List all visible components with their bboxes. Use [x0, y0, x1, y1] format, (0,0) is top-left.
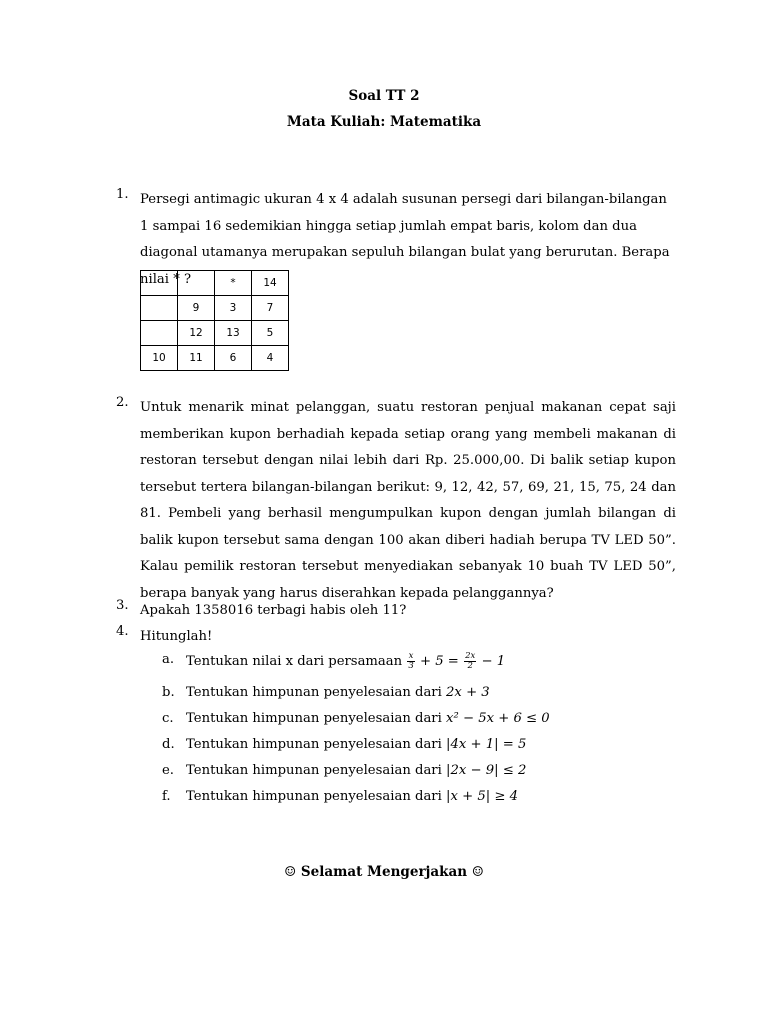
question-3 — [116, 598, 676, 625]
table-row — [141, 346, 289, 371]
math-expression: 2x + 3 — [446, 685, 490, 700]
subquestion-label: b. — [162, 685, 175, 700]
question-4 — [116, 624, 676, 651]
closing-message: ☺ Selamat Mengerjakan ☺ — [284, 864, 484, 880]
document-title: Soal TT 2 — [348, 88, 420, 104]
question-number: 2. — [116, 395, 129, 410]
question-text: Hitunglah! — [140, 629, 213, 644]
fraction-denominator: 2 — [467, 661, 473, 671]
math-expression: |x + 5| ≥ 4 — [446, 789, 519, 804]
table-cell: 11 — [178, 346, 215, 371]
subquestion-c — [162, 711, 642, 726]
table-cell: 5 — [252, 321, 289, 346]
fraction-numerator: 2x — [465, 651, 476, 661]
equation-tail: − 1 — [481, 654, 506, 669]
document-subtitle: Mata Kuliah: Matematika — [286, 114, 482, 130]
fraction — [407, 652, 414, 671]
antimagic-square-table — [140, 270, 289, 371]
table-cell: 9 — [178, 296, 215, 321]
question-text: Apakah 1358016 terbagi habis oleh 11? — [140, 603, 407, 618]
subquestion-e — [162, 763, 642, 778]
question-number: 1. — [116, 187, 129, 202]
table-cell: 12 — [178, 321, 215, 346]
subquestion-a — [162, 652, 642, 671]
subquestion-f — [162, 789, 642, 804]
table-cell — [141, 321, 178, 346]
question-number: 3. — [116, 598, 129, 613]
subquestion-label: d. — [162, 737, 175, 752]
subquestion-label: e. — [162, 763, 174, 778]
question-text: Persegi antimagic ukuran 4 x 4 adalah susunan persegi dari bilangan-bilangan 1 sampai 16 sedemikian hingga setiap jumlah empat baris, kolom dan dua diagonal utamanya merupakan sepuluh bilangan bulat yang berurutan. Berapa nilai * ? — [140, 192, 670, 287]
subquestion-label: a. — [162, 652, 175, 667]
subquestion-text: Tentukan nilai x dari persamaan — [186, 654, 403, 669]
table-cell — [141, 271, 178, 296]
table-cell: 10 — [141, 346, 178, 371]
math-expression: |4x + 1| = 5 — [446, 737, 527, 752]
table-cell: * — [215, 271, 252, 296]
subquestion-text: Tentukan himpunan penyelesaian dari — [186, 711, 442, 726]
math-expression: x² − 5x + 6 ≤ 0 — [446, 711, 550, 726]
fraction-numerator: x — [408, 651, 414, 661]
table-cell: 4 — [252, 346, 289, 371]
math-expression: |2x − 9| ≤ 2 — [446, 763, 527, 778]
table-cell: 7 — [252, 296, 289, 321]
subquestion-text: Tentukan himpunan penyelesaian dari — [186, 789, 442, 804]
subquestion-d — [162, 737, 642, 752]
table-cell: 13 — [215, 321, 252, 346]
question-number: 4. — [116, 624, 129, 639]
subquestion-label: c. — [162, 711, 174, 726]
table-cell: 3 — [215, 296, 252, 321]
equation-middle: + 5 = — [419, 654, 459, 669]
subquestion-label: f. — [162, 789, 171, 804]
subquestion-text: Tentukan himpunan penyelesaian dari — [186, 763, 442, 778]
question-2 — [116, 395, 676, 607]
subquestion-text: Tentukan himpunan penyelesaian dari — [186, 737, 442, 752]
fraction-denominator: 3 — [408, 661, 414, 671]
subquestion-text: Tentukan himpunan penyelesaian dari — [186, 685, 442, 700]
table-row — [141, 321, 289, 346]
question-text: Untuk menarik minat pelanggan, suatu restoran penjual makanan cepat saji memberikan kupon berhadiah kepada setiap orang yang membeli makanan di restoran tersebut dengan nilai lebih dari Rp. 25.000,00. Di balik setiap kupon tersebut tertera bilangan-bilangan berikut: 9, 12, 42, 57, 69, 21, 15, 75, 24 dan 81. Pembeli yang berhasil mengumpulkan kupon dengan jumlah bilangan di balik kupon tersebut sama dengan 100 akan diberi hadiah berupa TV LED 50”. Kalau pemilik restoran tersebut menyediakan sebanyak 10 buah TV LED 50”, berapa banyak yang harus diserahkan kepada pelanggannya? — [140, 400, 676, 601]
fraction — [464, 652, 476, 671]
table-cell: 6 — [215, 346, 252, 371]
table-row — [141, 296, 289, 321]
table-row — [141, 271, 289, 296]
table-cell — [141, 296, 178, 321]
subquestion-b — [162, 685, 642, 700]
table-cell — [178, 271, 215, 296]
table-cell: 14 — [252, 271, 289, 296]
